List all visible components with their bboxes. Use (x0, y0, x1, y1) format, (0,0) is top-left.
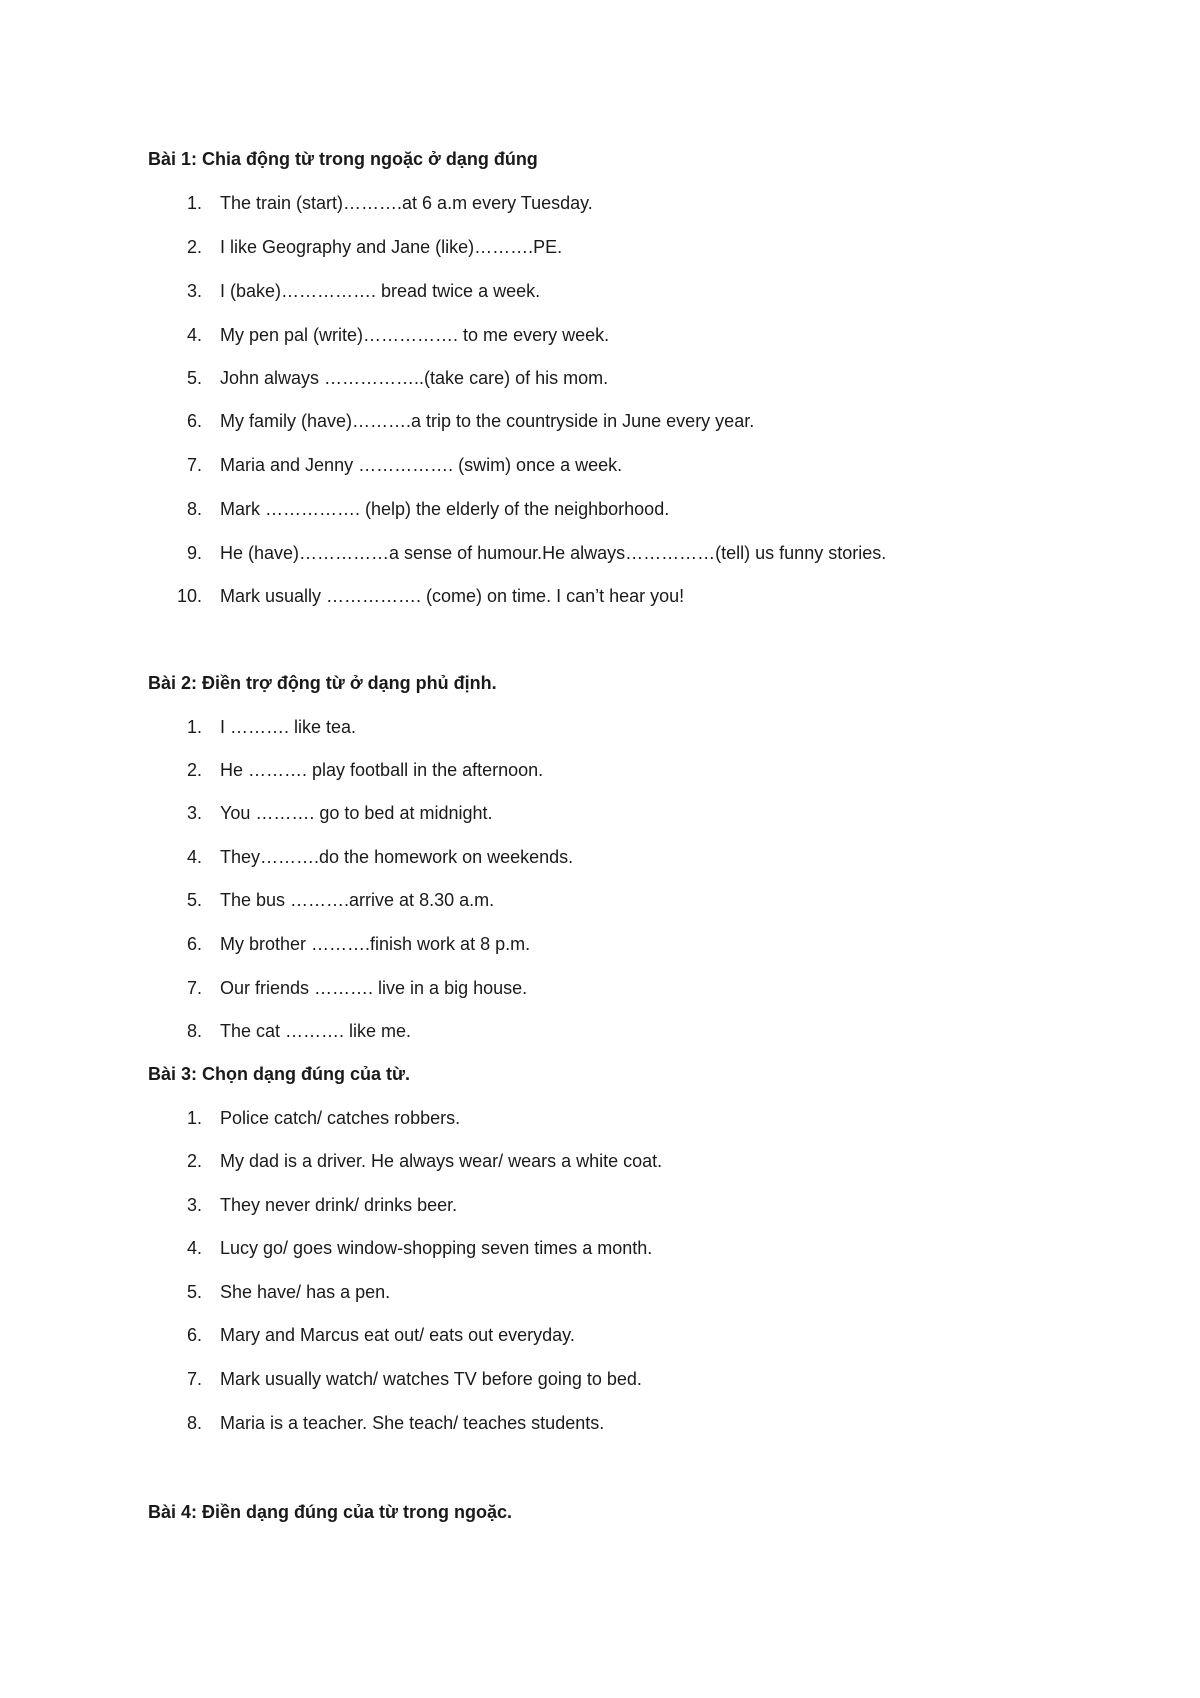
item-text: They never drink/ drinks beer. (220, 1195, 458, 1215)
item-number: 10. (176, 586, 202, 606)
item-text: Mark usually ……………. (come) on time. I can’t hear you! (220, 586, 685, 606)
item-text: Mark usually watch/ watches TV before going to bed. (220, 1369, 642, 1389)
section-1-heading: Bài 1: Chia động từ trong ngoặc ở dạng đúng (148, 149, 538, 169)
item-text: He (have)……………a sense of humour.He always……………(tell) us funny stories. (220, 543, 887, 563)
section-4-heading: Bài 4: Điền dạng đúng của từ trong ngoặc. (148, 1502, 513, 1522)
item-text: Mark ……………. (help) the elderly of the neighborhood. (220, 499, 670, 519)
item-number: 9. (186, 543, 202, 563)
item-text: The bus ……….arrive at 8.30 a.m. (220, 890, 495, 910)
item-text: They……….do the homework on weekends. (220, 847, 574, 867)
item-number: 7. (186, 455, 202, 475)
item-number: 7. (186, 1369, 202, 1389)
item-number: 2. (186, 760, 202, 780)
item-text: The train (start)……….at 6 a.m every Tuesday. (220, 193, 593, 213)
item-text: Mary and Marcus eat out/ eats out everyday. (220, 1325, 575, 1345)
item-text: Our friends ………. live in a big house. (220, 978, 528, 998)
item-number: 5. (186, 1282, 202, 1302)
item-text: I like Geography and Jane (like)……….PE. (220, 237, 563, 257)
item-text: My dad is a driver. He always wear/ wears a white coat. (220, 1151, 663, 1171)
item-text: My pen pal (write)……………. to me every week. (220, 325, 610, 345)
item-number: 2. (186, 1151, 202, 1171)
item-number: 6. (186, 1325, 202, 1345)
item-text: Maria is a teacher. She teach/ teaches students. (220, 1413, 605, 1433)
item-text: Lucy go/ goes window-shopping seven times a month. (220, 1238, 653, 1258)
item-text: John always ……………..(take care) of his mom. (220, 368, 609, 388)
item-number: 1. (186, 1108, 202, 1128)
item-number: 1. (186, 193, 202, 213)
item-number: 5. (186, 368, 202, 388)
item-text: You ………. go to bed at midnight. (220, 803, 493, 823)
item-number: 8. (186, 1021, 202, 1041)
item-text: He ………. play football in the afternoon. (220, 760, 544, 780)
item-number: 3. (186, 1195, 202, 1215)
item-text: The cat ………. like me. (220, 1021, 412, 1041)
item-number: 8. (186, 499, 202, 519)
item-text: I (bake)……………. bread twice a week. (220, 281, 541, 301)
item-number: 5. (186, 890, 202, 910)
item-text: Police catch/ catches robbers. (220, 1108, 461, 1128)
item-number: 2. (186, 237, 202, 257)
item-number: 4. (186, 847, 202, 867)
item-text: My family (have)……….a trip to the countryside in June every year. (220, 411, 755, 431)
item-number: 4. (186, 325, 202, 345)
item-number: 3. (186, 803, 202, 823)
item-number: 7. (186, 978, 202, 998)
item-number: 8. (186, 1413, 202, 1433)
item-number: 6. (186, 934, 202, 954)
item-number: 4. (186, 1238, 202, 1258)
item-text: My brother ……….finish work at 8 p.m. (220, 934, 531, 954)
item-text: I ………. like tea. (220, 717, 357, 737)
item-number: 1. (186, 717, 202, 737)
item-text: Maria and Jenny ……………. (swim) once a week. (220, 455, 623, 475)
item-number: 6. (186, 411, 202, 431)
section-3-heading: Bài 3: Chọn dạng đúng của từ. (148, 1064, 411, 1084)
item-text: She have/ has a pen. (220, 1282, 391, 1302)
section-2-heading: Bài 2: Điền trợ động từ ở dạng phủ định. (148, 673, 497, 693)
item-number: 3. (186, 281, 202, 301)
